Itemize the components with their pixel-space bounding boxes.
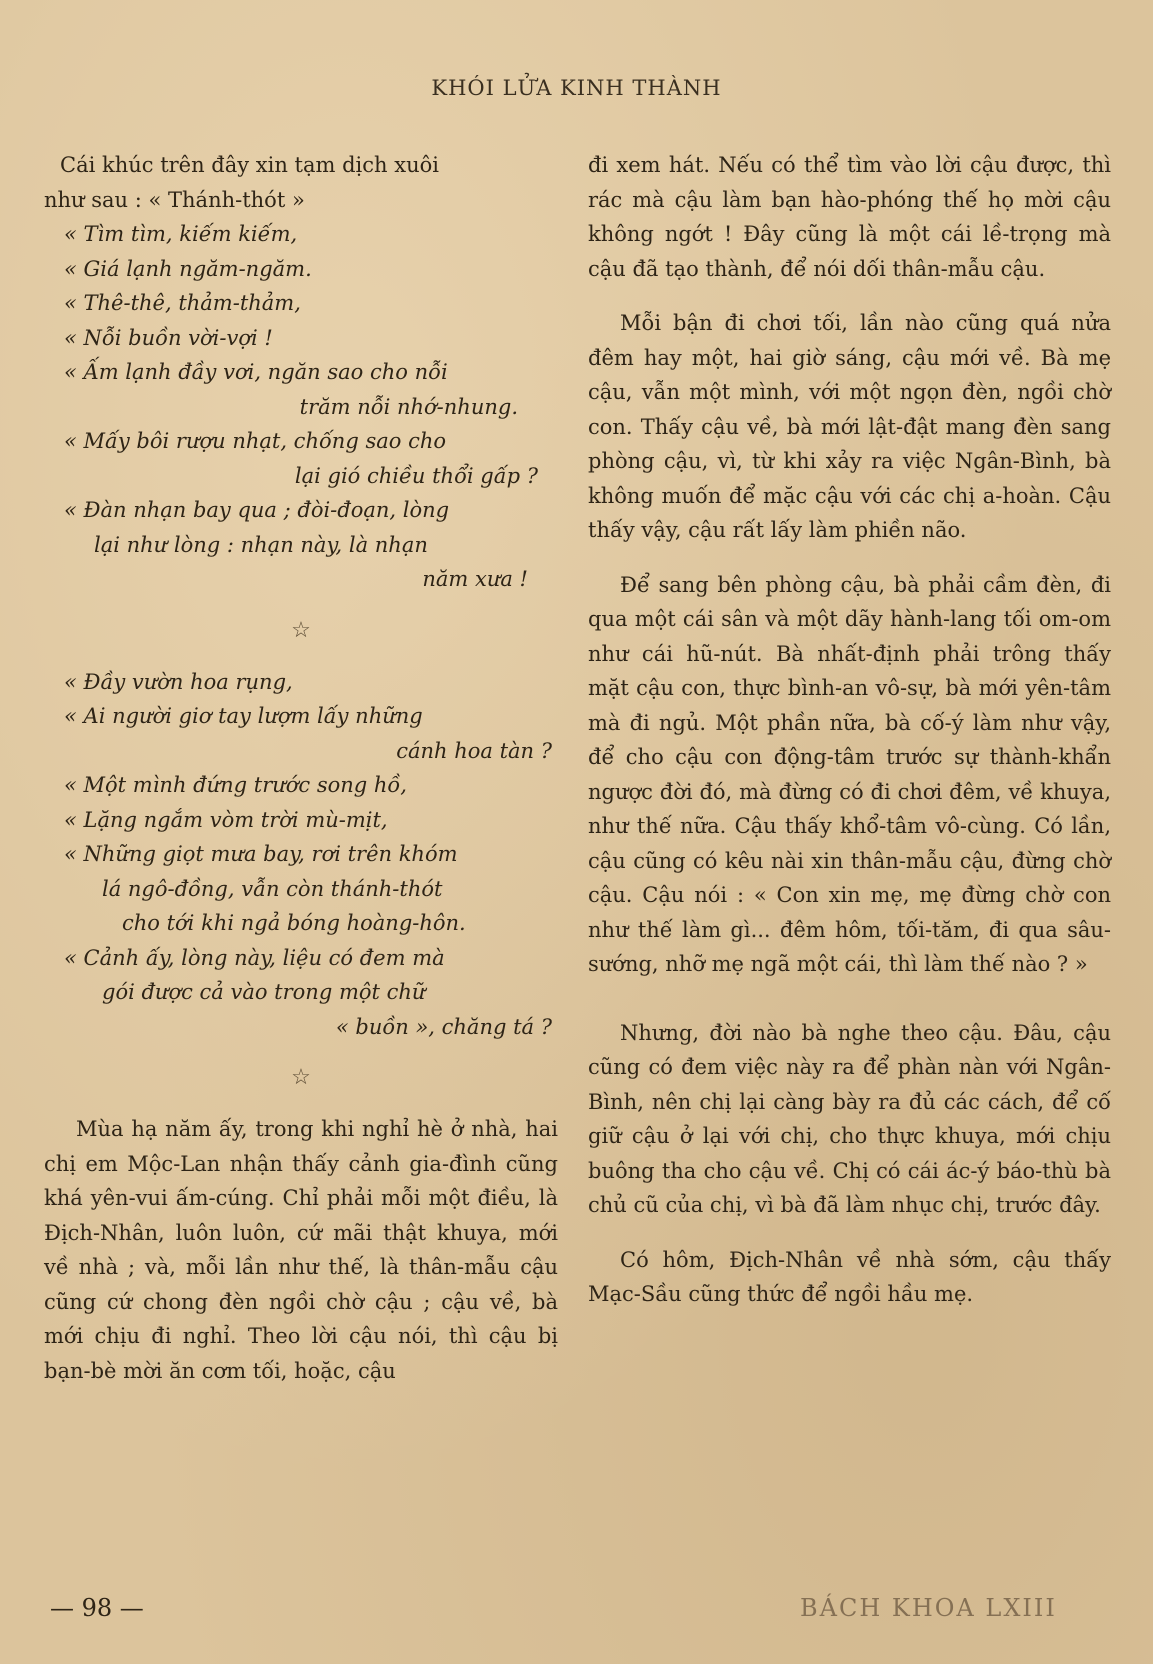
- verse-line: « Đầy vườn hoa rụng,: [64, 669, 293, 694]
- verse-line: lại như lòng : nhạn này, là nhạn: [94, 532, 428, 557]
- body-paragraph: Mỗi bận đi chơi tối, lần nào cũng quá nửa đêm hay một, hai giờ sáng, cậu mới về. Bà mẹ cậu, vẫn một mình, với một ngọn đèn, ngồi chờ con. Thấy cậu về, bà mới lật-đật mang đèn sang phòng cậu, vì, từ khi xảy ra việc Ngân-Bình, bà không muốn để mặc cậu với các chị a-hoàn. Cậu thấy vậy, cậu rất lấy làm phiền não.: [588, 311, 1111, 542]
- intro-text: Cái khúc trên đây xin tạm dịch xuôi: [60, 153, 439, 177]
- verse-continuation: « buồn », chăng tá ?: [335, 1014, 552, 1039]
- section-separator-icon: ☆: [291, 1065, 311, 1090]
- right-column: [588, 148, 1111, 1312]
- verse-line: « Giá lạnh ngăm-ngăm.: [64, 256, 312, 281]
- verse-stanza-2: [64, 665, 558, 1045]
- verse-line: « Lặng ngắm vòm trời mù-mịt,: [64, 807, 388, 832]
- body-paragraph: đi xem hát. Nếu có thể tìm vào lời cậu được, thì rác mà cậu làm bạn hào-phóng thế họ mời cậu không ngớt ! Đây cũng là một cái lề-trọng mà cậu đã tạo thành, để nói dối thân-mẫu cậu.: [588, 153, 1111, 281]
- verse-line: « Đàn nhạn bay qua ; đòi-đoạn, lòng: [64, 498, 450, 522]
- verse-line: « Ấm lạnh đầy vơi, ngăn sao cho nỗi: [64, 360, 448, 384]
- verse-continuation: trăm nỗi nhớ-nhung.: [299, 394, 518, 419]
- intro-line: [44, 148, 558, 183]
- verse-line: « Nỗi buồn vời-vợi !: [64, 325, 273, 350]
- publication-name: BÁCH KHOA LXIII: [800, 1594, 1057, 1622]
- section-separator-icon: ☆: [291, 617, 311, 643]
- verse-continuation: lại gió chiều thổi gấp ?: [294, 463, 538, 488]
- verse-line: « Những giọt mưa bay, rơi trên khóm: [64, 842, 458, 866]
- verse-continuation: cánh hoa tàn ?: [396, 738, 552, 763]
- left-column: [44, 148, 558, 1388]
- intro-text: như sau : « Thánh-thót »: [44, 187, 305, 212]
- body-paragraph: Mùa hạ năm ấy, trong khi nghỉ hè ở nhà, hai chị em Mộc-Lan nhận thấy cảnh gia-đình cũng khá yên-vui ấm-cúng. Chỉ phải mỗi một điều, là Địch-Nhân, luôn luôn, cứ mãi thật khuya, mới về nhà ; và, mỗi lần như thế, là thân-mẫu cậu cũng cứ chong đèn ngồi chờ cậu ; cậu về, bà mới chịu đi nghỉ. Theo lời cậu nói, thì cậu bị bạn-bè mời ăn cơm tối, hoặc, cậu: [44, 1117, 558, 1383]
- intro-line: [44, 183, 558, 218]
- verse-line: lá ngô-đồng, vẫn còn thánh-thót: [102, 876, 443, 901]
- verse-line: « Thê-thê, thảm-thảm,: [64, 291, 301, 315]
- verse-line: « Một mình đứng trước song hồ,: [64, 773, 407, 797]
- body-paragraph: Để sang bên phòng cậu, bà phải cầm đèn, đi qua một cái sân và một dãy hành-lang tối om-om như cái hũ-nút. Bà nhất-định phải trông thấy mặt cậu con, thực bình-an vô-sự, bà mới yên-tâm mà đi ngủ. Một phần nữa, bà cố-ý làm như vậy, để cho cậu con động-tâm trước sự thành-khẩn ngược đời đó, mà đừng có đi chơi đêm, về khuya, như thế nữa. Cậu thấy khổ-tâm vô-cùng. Có lần, cậu cũng có kêu nài xin thân-mẫu cậu, đừng chờ cậu. Cậu nói : « Con xin mẹ, mẹ đừng chờ con như thế làm gì... đêm hôm, tối-tăm, đi qua sâu-sướng, nhỡ mẹ ngã một cái, thì làm thế nào ? »: [588, 572, 1111, 976]
- page-number: — 98 —: [50, 1594, 144, 1622]
- verse-continuation: năm xưa !: [422, 567, 528, 591]
- verse-line: « Ai người giơ tay lượm lấy những: [64, 704, 423, 728]
- body-paragraph: Nhưng, đời nào bà nghe theo cậu. Đâu, cậu cũng có đem việc này ra để phàn nàn với Ngân-Bình, nên chị lại càng bày ra đủ các cách, để cố giữ cậu ở lại với chị, cho thực khuya, mới chịu buông tha cho cậu về. Chị có cái ác-ý báo-thù bà chủ cũ của chị, vì bà đã làm nhục chị, trước đây.: [588, 1020, 1111, 1217]
- verse-line: gói được cả vào trong một chữ: [102, 980, 426, 1004]
- verse-stanza-1: [64, 217, 558, 597]
- verse-line: « Cảnh ấy, lòng này, liệu có đem mà: [64, 945, 445, 970]
- verse-line: cho tới khi ngả bóng hoàng-hôn.: [122, 911, 466, 935]
- verse-line: « Tìm tìm, kiếm kiếm,: [64, 222, 298, 246]
- verse-line: « Mấy bôi rượu nhạt, chống sao cho: [64, 429, 446, 453]
- body-paragraph: Có hôm, Địch-Nhân về nhà sớm, cậu thấy Mạc-Sầu cũng thức để ngồi hầu mẹ.: [588, 1247, 1111, 1306]
- running-title: KHÓI LỬA KINH THÀNH: [431, 76, 722, 100]
